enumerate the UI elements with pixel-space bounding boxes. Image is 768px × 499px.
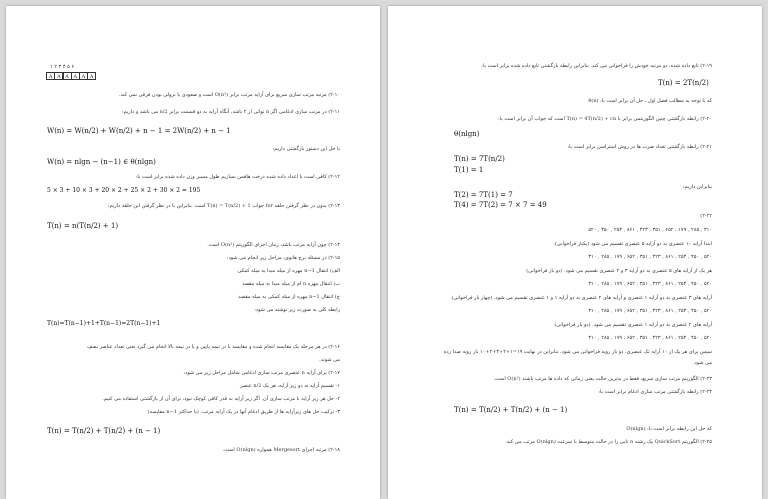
paragraph: ۲-۱۷) برای آرایه n عنصری مرتب سازی ادغامی شامل مراحل زیر می شود:: [183, 370, 340, 376]
array-cell: A: [87, 72, 96, 80]
equation: T(2) = 7T(1) = 7: [454, 191, 513, 199]
equation: T(n) = T(n/2) + T(n/2) + (n − 1): [454, 406, 568, 414]
paragraph: ۲-۱۳) بدون در نظر گرفتن حلقه for جواب T(n) = T(n/2) + 1 است. بنابراین با در نظر گرفتن این حلقه داریم:: [107, 203, 340, 209]
paragraph: ۲-۱۶) در هر مرحله یک مقایسه انجام شده و مقایسه با در نیمه پایین و یا در نیمه بالا انجام می گیرد یعنی تعداد عناصر نصف: [87, 344, 340, 350]
array-diagram: [47, 72, 96, 80]
equation: W(n) = nlgn − (n−1) ∈ θ(nlgn): [47, 158, 156, 166]
paragraph: ۲-۲۳) الگوریتم مرتب سازی سریع، فقط در بدترین حالت یعنی زمانی که داده ها مرتب باشند O(n²) است.: [493, 376, 712, 382]
paragraph: ۲-۲۱) رابطه بازگشتی تعداد ضرب ها در روش استراسن برابر است با:: [567, 144, 712, 150]
paragraph: می شود.: [692, 360, 712, 366]
paragraph: ۱- تقسیم آرایه به دو زیر آرایه، هر یک n/2 عنصر: [240, 383, 340, 389]
paragraph: ۲-۱۸) مرتبه اجرای Mergesort همواره O(nlgn) است.: [222, 447, 340, 453]
array-cell: A: [71, 72, 80, 80]
document-page-right: [388, 6, 762, 499]
paragraph: می شوند.: [319, 357, 340, 363]
paragraph: که با توجه به مطالب فصل اول ، حل آن برابر است با: θ(n): [588, 98, 712, 104]
paragraph: بنابراین داریم:: [682, 184, 712, 190]
equation: θ(nlgn): [454, 130, 480, 138]
paragraph: رابطه کلی به صورت زیر نوشته می شود:: [254, 307, 340, 313]
paragraph: که حل این رابطه برابر است با: O(nlgn): [626, 426, 712, 432]
paragraph: الف) انتقال n−1 مهره از میله مبدا به میله کمکی: [237, 268, 340, 274]
array-indices: ۱ ۲ ۳ ۴ ۵ ۶: [50, 64, 75, 70]
paragraph: ۲-۱۵) در مسئله برج هانوی، مراحل زیر انجام می شود:: [226, 255, 340, 261]
equation: T(n) = n(T(n/2) + 1): [47, 222, 119, 230]
array-cell: A: [79, 72, 88, 80]
paragraph: با حل این دستور بازگشتی داریم:: [272, 146, 340, 152]
paragraph: ج) انتقال n−1 مهره از میله کمکی به میله مقصد: [238, 294, 340, 300]
number-sequence: ۵۲۰ , ۴۵۰ , ۲۵۴ , ۸۶۱ , ۴۲۳ , ۳۵۱ , ۶۵۲ , ۱۷۹ , ۲۸۵ , ۳۱۰: [588, 281, 712, 287]
section-number: ۲-۲۲): [700, 213, 712, 219]
paragraph: ۲- حل هر زیر آرایه با مرتب سازی آن. اگر زیر آرایه به قدر کافی کوچک نبود، برای آن از بازگشتی استفاده می کنیم.: [102, 396, 340, 402]
paragraph: آرایه های ۳ عنصری به دو آرایه ۱ عنصری و آرایه های ۲ عنصری به دو آرایه ۱ و ۱ عنصری تقسیم می شود. (چهار بار فراخوانی): [451, 295, 712, 301]
paragraph: ۲-۱۲) کافی است با اعداد داده شده درخت هافمن بسازیم طول مسیر وزن داده شده برابر است با:: [135, 174, 340, 180]
paragraph: سپس برای هر یک از ۱۰ آرایه تک عنصری، دو بار رویه فراخوانی می شود. بنابراین در نهایت ۱۹=۱+۲+۴+۲+۱۰ بار رویه صدا زده: [443, 349, 712, 355]
paragraph: آرایه های ۲ عنصری به دو آرایه ۱ عنصری تقسیم می شود. (دو بار فراخوانی): [554, 322, 712, 328]
paragraph: ۲-۱۱) در مرتب سازی ادغامی اگر n توانی از ۲ باشد، آنگاه آرایه به دو قسمت برابر n/2 می باشد و داریم:: [121, 109, 340, 115]
number-sequence: ۵۲۰ , ۴۵۰ , ۲۵۴ , ۸۶۱ , ۴۲۳ , ۳۵۱ , ۶۵۲ , ۱۷۹ , ۲۸۵ , ۳۱۰: [588, 335, 712, 341]
document-page-left: [6, 6, 380, 499]
number-sequence: ۳۱۰ , ۲۸۵ , ۱۷۹ , ۶۵۲ , ۳۵۱ , ۴۲۳ , ۸۶۱ , ۲۵۴ , ۴۵۰ , ۵۲۰: [588, 227, 712, 233]
array-cell: A: [54, 72, 63, 80]
paragraph: ۲-۱۴) چون آرایه مرتب باشد، زمان اجرای الگوریتم O(n²) است.: [207, 242, 340, 248]
array-cell: A: [46, 72, 55, 80]
paragraph: هر یک از آرایه های ۵ عنصری به دو آرایه ۳ و ۲ عنصری تقسیم می شود. (دو بار فراخوانی): [526, 268, 712, 274]
paragraph: ۲-۱۹) تابع داده شده، دو مرتبه خودش را فراخوانی می کند. بنابراین رابطه بازگشتی تابع داده شده برابر است با:: [481, 63, 712, 69]
equation: T(1) = 1: [454, 166, 484, 174]
equation: T(n) = T(n/2) + T(n/2) + (n − 1): [47, 427, 161, 435]
paragraph: ۲-۲۰) رابطه بازگشتی چنین الگوریتمی برابر با T(n) = 4T(n/2) + cn است که جواب آن برابر است با:: [498, 116, 712, 122]
array-cell: A: [63, 72, 72, 80]
paragraph: ۲-۱۰) مرتبه مرتب سازی سریع برای آرایه مرتب برابر O(n²) است و صعودی یا نزولی بودن فرقی نمی کند.: [118, 92, 340, 98]
paragraph: ۲-۲۵) الگوریتم QuickSort یک رشته n تایی را در حالت متوسط با سرعت O(nlgn) مرتب می کند.: [505, 439, 712, 445]
paragraph: ب) انتقال مهره n ام از میله مبدا به میله مقصد: [242, 281, 340, 287]
number-sequence: ۵۲۰ , ۴۵۰ , ۲۵۴ , ۸۶۱ , ۴۲۳ , ۳۵۱ , ۶۵۲ , ۱۷۹ , ۲۸۵ , ۳۱۰: [588, 254, 712, 260]
equation: T(n) = 7T(n/2): [454, 155, 505, 163]
equation: W(n) = W(n/2) + W(n/2) + n − 1 = 2W(n/2) + n − 1: [47, 127, 231, 135]
equation: T(4) = 7T(2) = 7 × 7 = 49: [454, 201, 547, 209]
paragraph: ابتدا آرایه ۱۰ عنصری به دو آرایه ۵ عنصری تقسیم می شود (یکبار فراخوانی).: [553, 241, 712, 247]
equation: T(n)=T(n−1)+1+T(n−1)=2T(n−1)+1: [47, 320, 161, 327]
paragraph: ۲-۲۴) رابطه بازگشتی مرتب سازی ادغام برابر است با:: [598, 389, 712, 395]
equation: 5 × 3 + 10 × 3 + 20 × 2 + 25 × 2 + 30 × 2 = 195: [47, 187, 201, 194]
paragraph: ۳- ترکیب حل های زیرآرایه ها از طریق ادغام آنها در یک آرایه مرتب. (با حداکثر n−1 مقایسه): [147, 409, 340, 415]
equation: T(n) = 2T(n/2): [658, 79, 709, 87]
number-sequence: ۵۲۰ , ۴۵۰ , ۲۵۴ , ۸۶۱ , ۴۲۳ , ۳۵۱ , ۶۵۲ , ۱۷۹ , ۲۸۵ , ۳۱۰: [588, 308, 712, 314]
